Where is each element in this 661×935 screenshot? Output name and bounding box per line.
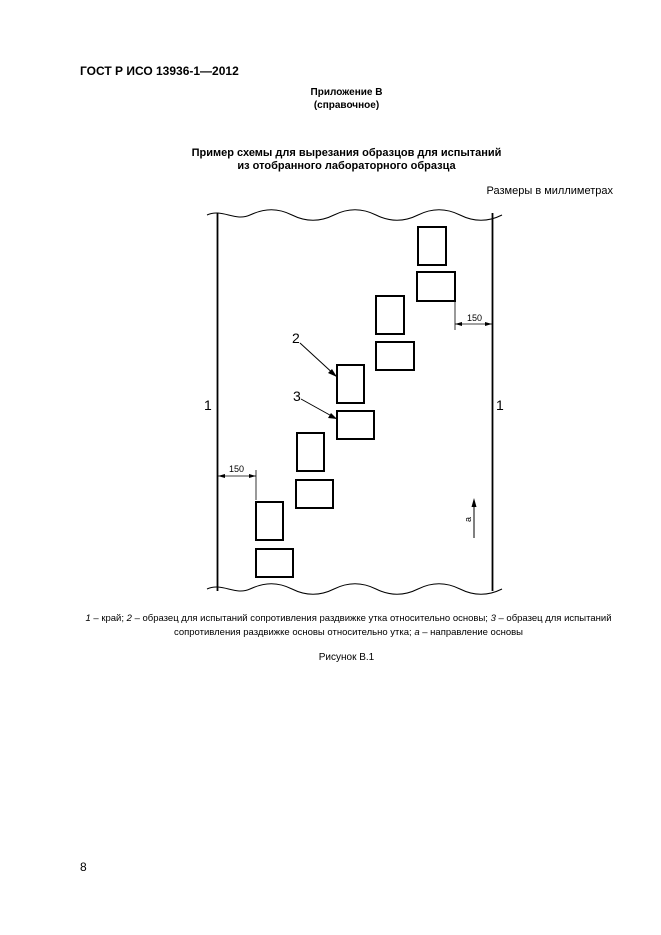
legend-text: – направление основы bbox=[419, 627, 523, 638]
dim-bottom-arrow-right bbox=[249, 474, 256, 478]
dim-top-arrow-left bbox=[455, 322, 462, 326]
specimen-warp-2 bbox=[296, 480, 333, 508]
dim-top-arrow-right bbox=[485, 322, 492, 326]
specimen-weft-4 bbox=[376, 296, 404, 334]
document-code: ГОСТ Р ИСО 13936-1—2012 bbox=[80, 64, 239, 78]
specimen-warp-1 bbox=[256, 549, 293, 577]
specimen-weft-5 bbox=[418, 227, 446, 265]
specimen-weft-1 bbox=[256, 502, 283, 540]
dim-top-label: 150 bbox=[467, 313, 483, 323]
direction-label: a bbox=[463, 516, 473, 522]
specimen-warp-4 bbox=[376, 342, 414, 370]
legend-key: 3 bbox=[490, 613, 496, 624]
callout-2-label: 2 bbox=[292, 330, 300, 346]
legend-text: – образец для испытаний сопротивления раздвижке утка относительно основы; bbox=[131, 613, 491, 624]
annex-subtitle: (справочное) bbox=[313, 100, 380, 111]
legend-text: – образец для испытаний сопротивления раздвижке основы относительно утка; bbox=[173, 613, 612, 638]
units-note: Размеры в миллиметрах bbox=[486, 185, 613, 197]
dim-bottom-label: 150 bbox=[229, 464, 245, 474]
specimen-weft-3 bbox=[337, 365, 364, 403]
callout-3-arrowhead bbox=[328, 413, 337, 419]
figure-title-line1: Пример схемы для вырезания образцов для испытаний bbox=[191, 147, 502, 159]
sample-top-wave bbox=[207, 210, 502, 221]
legend-key: а bbox=[414, 627, 420, 638]
figure-caption: Рисунок В.1 bbox=[318, 652, 375, 663]
page-number: 8 bbox=[80, 860, 87, 874]
legend-text: – край; bbox=[90, 613, 127, 624]
callout-3-label: 3 bbox=[293, 388, 301, 404]
annex-title: Приложение В bbox=[310, 87, 383, 98]
legend-key: 1 bbox=[85, 613, 91, 624]
specimen-warp-5 bbox=[417, 272, 455, 301]
figure-legend bbox=[82, 612, 615, 640]
specimen-warp-3 bbox=[337, 411, 374, 439]
figure-title-line2: из отобранного лабораторного образца bbox=[237, 160, 456, 172]
edge-right-label: 1 bbox=[496, 397, 504, 413]
edge-left-label: 1 bbox=[204, 397, 212, 413]
legend-key: 2 bbox=[126, 613, 132, 624]
sample-bottom-wave bbox=[207, 584, 502, 595]
specimen-weft-2 bbox=[297, 433, 324, 471]
warp-direction-arrowhead bbox=[472, 498, 477, 507]
dim-bottom-arrow-left bbox=[218, 474, 225, 478]
